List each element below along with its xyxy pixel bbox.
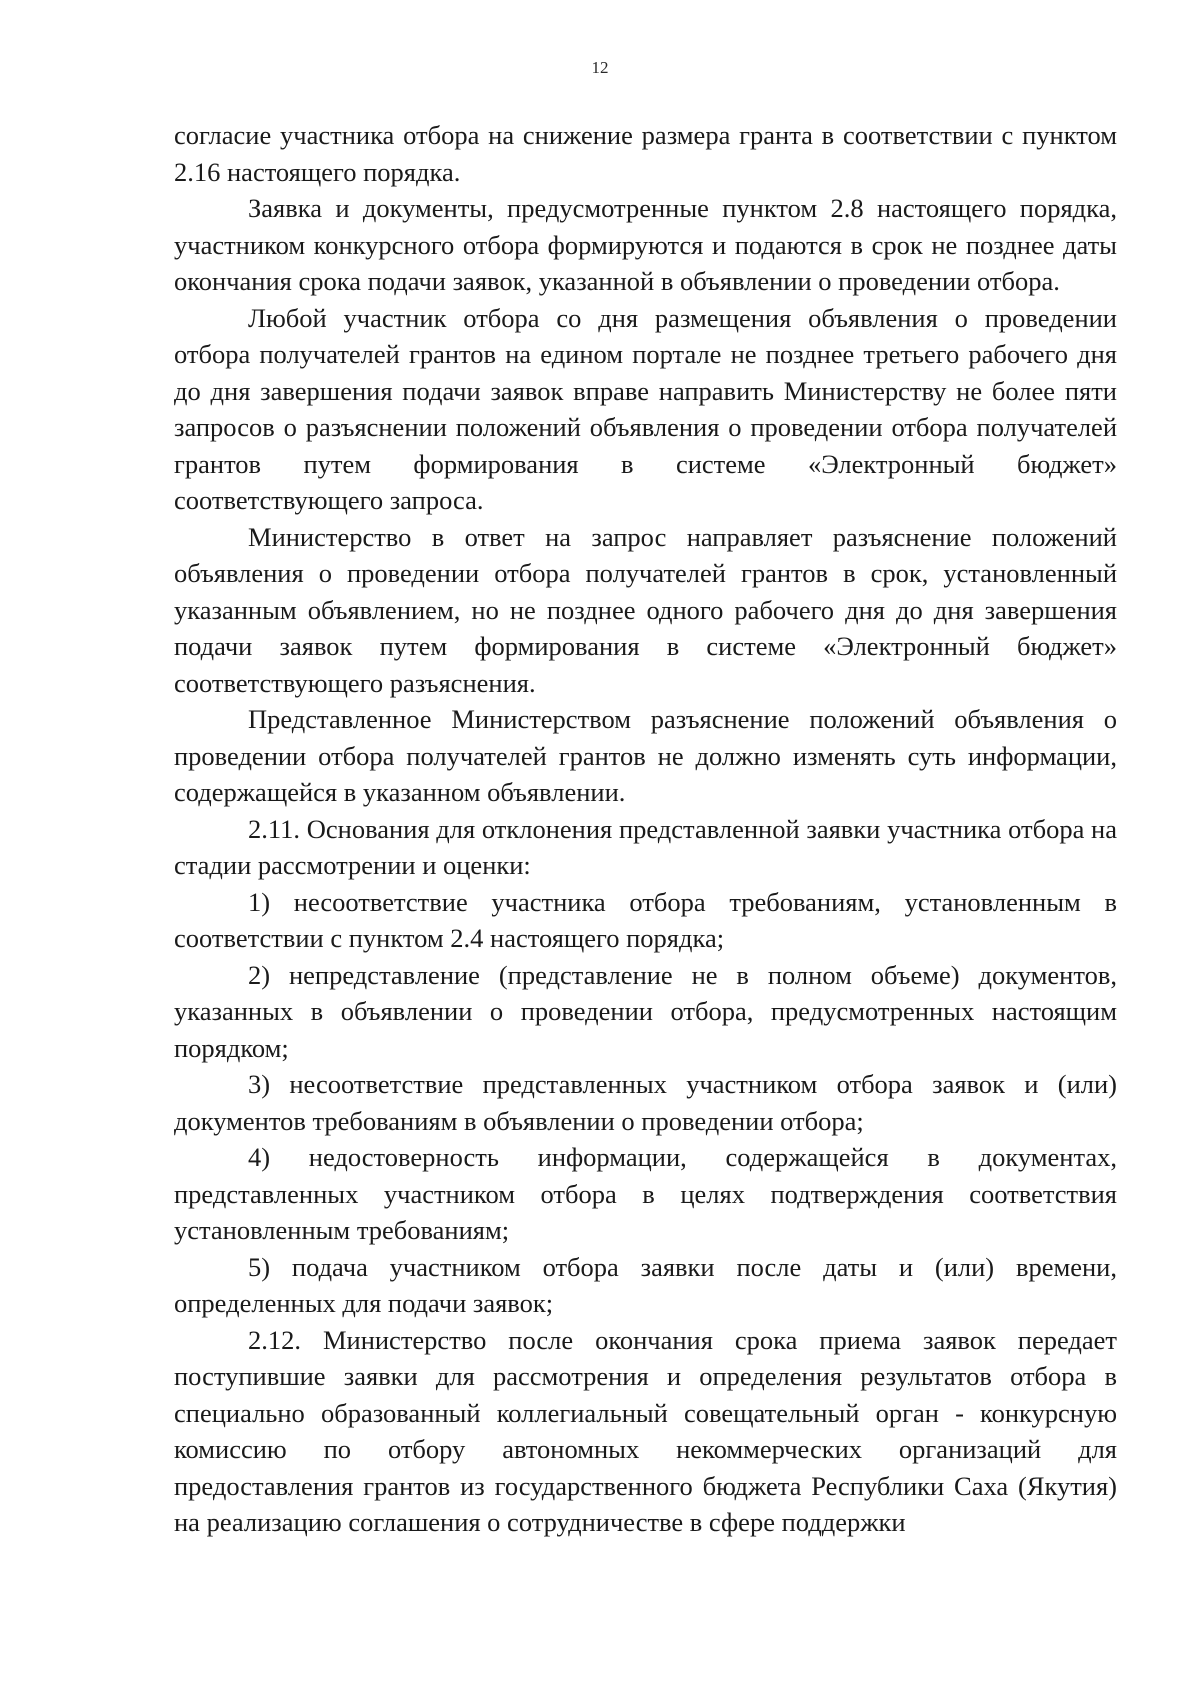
- list-item: 4) недостоверность информации, содержащейся в документах, представленных участником отбора в целях подтверждения соответствия установленным требованиям;: [174, 1142, 1117, 1245]
- paragraph: согласие участника отбора на снижение размера гранта в соответствии с пунктом 2.16 настоящего порядка.: [174, 120, 1117, 187]
- paragraph: Представленное Министерством разъяснение положений объявления о проведении отбора получателей грантов не должно изменять суть информации, содержащейся в указанном объявлении.: [174, 704, 1117, 807]
- paragraph: Любой участник отбора со дня размещения объявления о проведении отбора получателей грантов на едином портале не позднее третьего рабочего дня до дня завершения подачи заявок вправе направить Министерству не более пяти запросов о разъяснении положений объявления о проведении отбора получателей грантов путем формирования в системе «Электронный бюджет» соответствующего запроса.: [174, 302, 1117, 515]
- paragraph: Заявка и документы, предусмотренные пунктом 2.8 настоящего порядка, участником конкурсного отбора формируются и подаются в срок не позднее даты окончания срока подачи заявок, указанной в объявлении о проведении отбора.: [174, 193, 1117, 296]
- list-item: 3) несоответствие представленных участником отбора заявок и (или) документов требованиям в объявлении о проведении отбора;: [174, 1069, 1117, 1136]
- list-item: 1) несоответствие участника отбора требованиям, установленным в соответствии с пунктом 2.4 настоящего порядка;: [174, 886, 1117, 953]
- section-2-12-paragraph: 2.12. Министерство после окончания срока приема заявок передает поступившие заявки для рассмотрения и определения результатов отбора в специально образованный коллегиальный совещательный орган - конкурсную комиссию по отбору автономных некоммерческих организаций для предоставления грантов из государственного бюджета Республики Саха (Якутия) на реализацию соглашения о сотрудничестве в сфере поддержки: [174, 1324, 1117, 1537]
- page-number: 12: [591, 58, 609, 77]
- document-body: [174, 117, 1117, 1541]
- section-2-11-heading: 2.11. Основания для отклонения представленной заявки участника отбора на стадии рассмотрении и оценки:: [174, 813, 1117, 880]
- list-item: 2) непредставление (представление не в полном объеме) документов, указанных в объявлении о проведении отбора, предусмотренных настоящим порядком;: [174, 959, 1117, 1063]
- paragraph: Министерство в ответ на запрос направляет разъяснение положений объявления о проведении отбора получателей грантов в срок, установленный указанным объявлением, но не позднее одного рабочего дня до дня завершения подачи заявок путем формирования в системе «Электронный бюджет» соответствующего разъяснения.: [174, 521, 1117, 698]
- list-item: 5) подача участником отбора заявки после даты и (или) времени, определенных для подачи заявок;: [174, 1251, 1117, 1318]
